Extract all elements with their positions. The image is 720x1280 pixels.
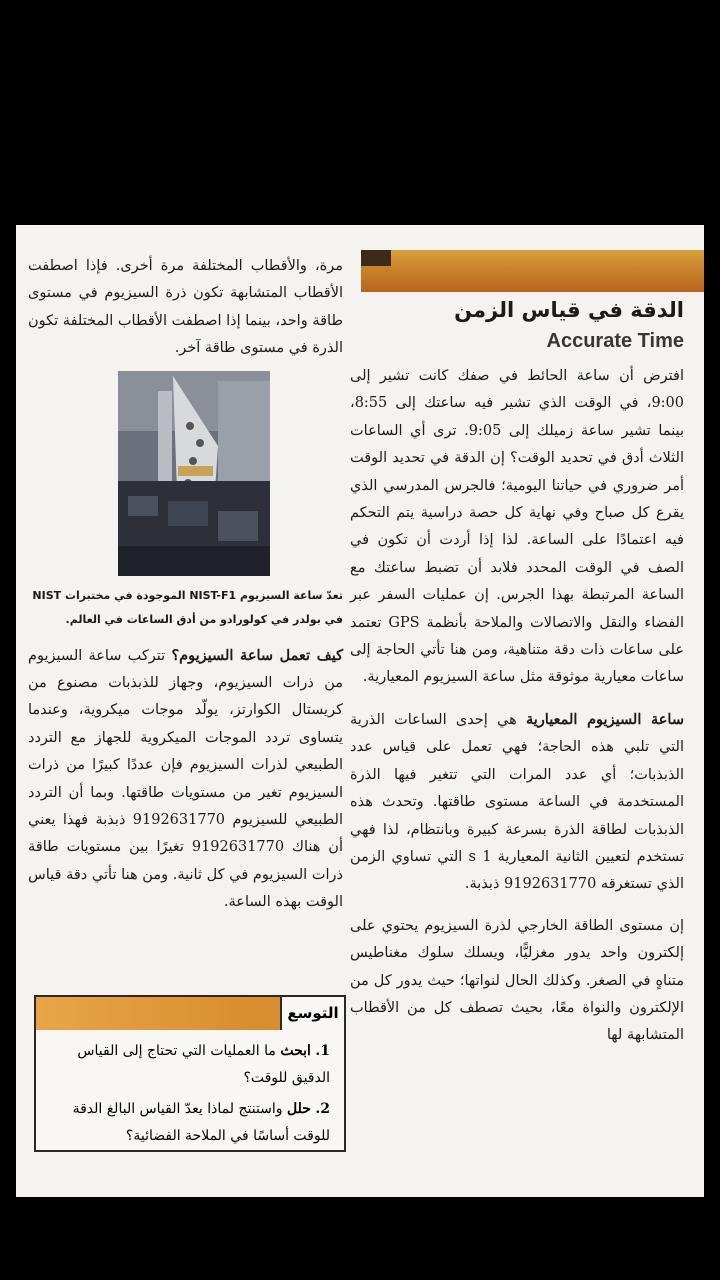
section-title-english: Accurate Time xyxy=(546,330,684,352)
expansion-item-verb: حلل xyxy=(287,1101,311,1117)
left-column xyxy=(28,253,343,917)
expansion-box-header xyxy=(36,997,344,1030)
expansion-item xyxy=(50,1096,330,1150)
expansion-item-verb: ابحث xyxy=(280,1043,311,1059)
section-title-arabic: الدقة في قياس الزمن xyxy=(454,298,684,322)
photo-caption: تعدّ ساعة السيزيوم NIST-F1 الموجودة في مختبرات NIST في بولدر في كولورادو من أدق الساعات في العالم. xyxy=(32,588,343,626)
how-it-works-lead: كيف تعمل ساعة السيزيوم؟ xyxy=(171,646,344,664)
paragraph-continuation: مرة، والأقطاب المختلفة مرة أخرى. فإذا اصطفت الأقطاب المتشابهة تكون ذرة السيزيوم في مستوى طاقة واحد، بينما إذا اصطفت الأقطاب المختلفة تكون الذرة في مستوى طاقة آخر. xyxy=(28,258,343,357)
how-it-works-text: تتركب ساعة السيزيوم من ذرات السيزيوم، وجهاز للذبذبات مصنوع من كريستال الكوارتز، يولّد موجات ميكروية، وعندما يتساوى تردد الموجات الميكروية للجهاز مع التردد الطبيعي لذرات السيزيوم فإن عددًا كبيرًا من ذرات السيزيوم تغير من مستويات طاقتها. وبما أن التردد الطبيعي للسيزيوم 9192631770 ذبذبة فهذا يعني أن هناك 9192631770 تغيرًا بين مستويات طاقة ذرات السيزيوم في كل ثانية. ومن هنا تأتي دقة قياس الوقت بهذه الساعة. xyxy=(28,647,343,911)
section-header-bar xyxy=(361,250,704,292)
expansion-item-text: ما العمليات التي تحتاج إلى القياس الدقيق للوقت؟ xyxy=(77,1043,330,1086)
right-column xyxy=(350,295,684,1050)
expansion-box-title: التوسع xyxy=(280,997,344,1030)
expansion-box xyxy=(34,995,346,1152)
paragraph-energy-level: إن مستوى الطاقة الخارجي لذرة السيزيوم يحتوي على إلكترون واحد يدور مغزليًّا، ويسلك سلوك مغناطيس متناهٍ في الصغر. وكذلك الحال لنواتها؛ حيث يدور كل من الإلكترون والنواة معًا، بحيث تصطف كل من الأقطاب المتشابهة لها xyxy=(350,917,684,1044)
expansion-list xyxy=(36,1030,344,1150)
expansion-item xyxy=(50,1038,330,1092)
textbook-page xyxy=(16,225,704,1197)
expansion-item-number: 2. xyxy=(315,1101,330,1117)
cesium-clock-photo xyxy=(118,371,270,576)
header-bar-dark-accent xyxy=(361,250,391,266)
expansion-item-number: 1. xyxy=(315,1043,330,1059)
paragraph-lead-term: ساعة السيزيوم المعيارية xyxy=(525,710,684,728)
cesium-clock-illustration xyxy=(118,371,270,576)
paragraph-intro: افترض أن ساعة الحائط في صفك كانت تشير إلى 9:00، في الوقت الذي تشير فيه ساعتك إلى 8:55، بينما تشير ساعة زميلك إلى 9:05. ترى أي الساعات الثلاث أدق في تحديد الوقت؟ إن الدقة في تحديد الوقت أمر ضروري في حياتنا اليومية؛ فالجرس المدرسي الذي يقرع كل صباح وفي نهاية كل حصة دراسية يتم التحكم فيه اعتمادًا على الساعة. لذا إذا أردت أن تكون في الصف في الوقت المحدد فلابد أن تضبط ساعتك مع الساعة المرتبطة بهذا الجرس. إن عمليات السفر عبر الفضاء والنقل والاتصالات والملاحة بأنظمة GPS تعتمد على ساعات ذات دقة متناهية، ومن هنا تأتي الحاجة إلى ساعات معيارية موثوقة مثل ساعة السيزيوم المعيارية. xyxy=(350,368,684,686)
paragraph-cesium-clock-text: هي إحدى الساعات الذرية التي تلبي هذه الحاجة؛ فهي تعمل على قياس عدد الذبذبات؛ أي عدد المرات التي تتغير فيها الذرة المستخدمة في الساعة مستوى طاقتها. وتحدث هذه الذبذبات لطاقة الذرة بسرعة كبيرة وبانتظام، لذا فهي تستخدم لتعيين الثانية المعيارية 1 s التي تساوي الزمن الذي تستغرقه 9192631770 ذبذبة. xyxy=(350,711,684,893)
paragraph-how-it-works xyxy=(28,642,343,917)
expansion-item-text: واستنتج لماذا يعدّ القياس البالغ الدقة للوقت أساسًا في الملاحة الفضائية؟ xyxy=(72,1101,330,1144)
paragraph-cesium-clock xyxy=(350,706,684,899)
